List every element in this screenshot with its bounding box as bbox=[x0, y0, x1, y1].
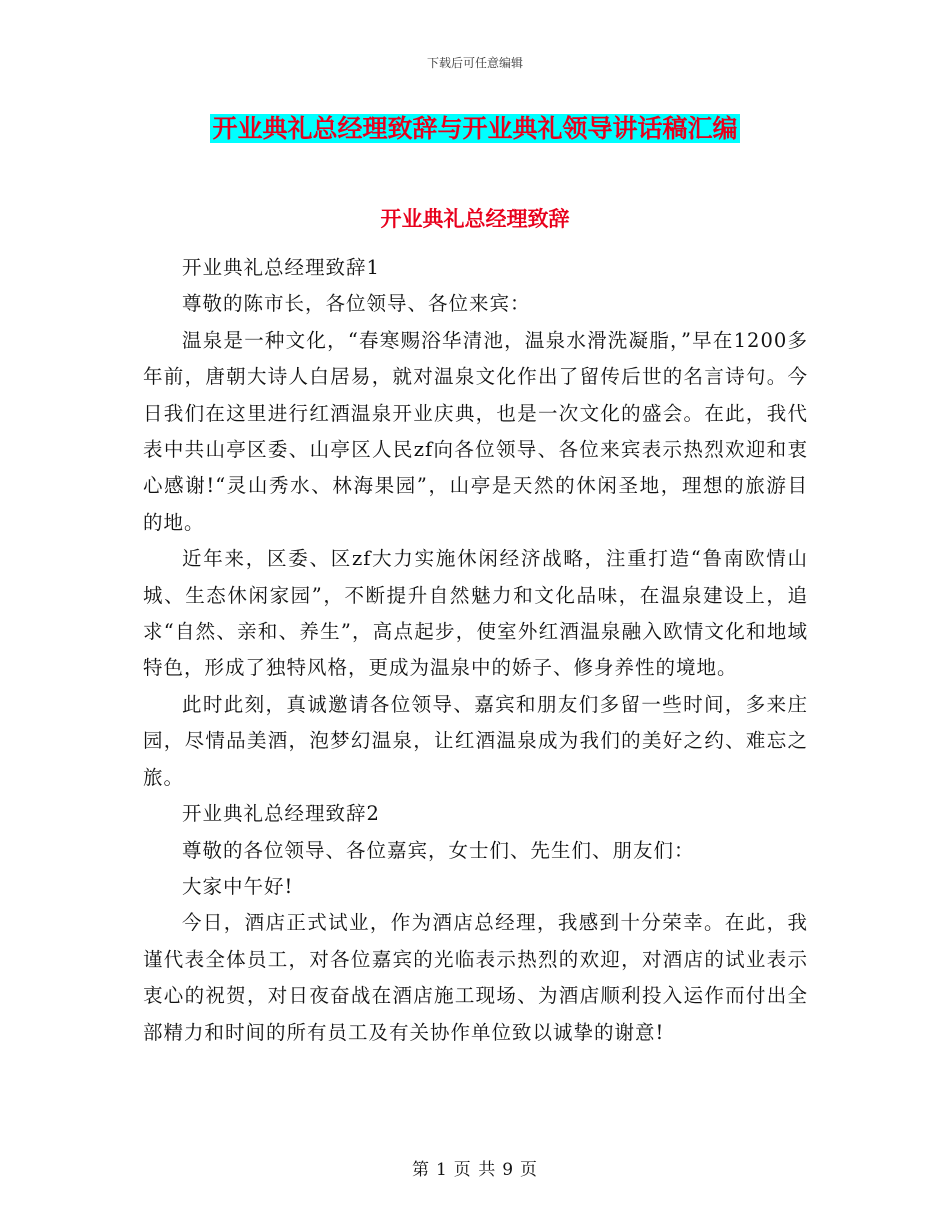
paragraph: 今日，酒店正式试业，作为酒店总经理，我感到十分荣幸。在此，我谨代表全体员工，对各位嘉宾的光临表示热烈的欢迎，对酒店的试业表示衷心的祝贺，对日夜奋战在酒店施工现场、为酒店顺利投入运作而付出全部精力和时间的所有员工及有关协作单位致以诚挚的谢意! bbox=[143, 911, 808, 1044]
page-footer bbox=[0, 1155, 950, 1180]
page-total: 9 bbox=[502, 1160, 515, 1180]
document-body bbox=[143, 250, 808, 1051]
page-number: 1 bbox=[435, 1160, 448, 1180]
paragraph-heading-2: 开业典礼总经理致辞2 bbox=[182, 802, 380, 826]
section-title: 开业典礼总经理致辞 bbox=[380, 207, 570, 231]
paragraph: 此时此刻，真诚邀请各位领导、嘉宾和朋友们多留一些时间，多来庄园，尽情品美酒，泡梦幻温泉，让红酒温泉成为我们的美好之约、难忘之旅。 bbox=[143, 692, 808, 789]
paragraph-salutation-2: 尊敬的各位领导、各位嘉宾，女士们、先生们、朋友们： bbox=[182, 838, 695, 862]
document-title bbox=[0, 113, 950, 145]
footer-prefix: 第 bbox=[411, 1160, 430, 1180]
paragraph: 温泉是一种文化，“春寒赐浴华清池，温泉水滑洗凝脂，”早在1200多年前，唐朝大诗人白居易，就对温泉文化作出了留传后世的名言诗句。今日我们在这里进行红酒温泉开业庆典，也是一次文化的盛会。在此，我代表中共山亭区委、山亭区人民zf向各位领导、各位来宾表示热烈欢迎和衷心感谢!“灵山秀水、林海果园”，山亭是天然的休闲圣地，理想的旅游目的地。 bbox=[143, 328, 808, 534]
paragraph: 近年来，区委、区zf大力实施休闲经济战略，注重打造“鲁南欧情山城、生态休闲家园”，不断提升自然魅力和文化品味，在温泉建设上，追求“自然、亲和、养生”，高点起步，使室外红酒温泉融入欧情文化和地域特色，形成了独特风格，更成为温泉中的娇子、修身养性的境地。 bbox=[143, 547, 808, 680]
paragraph-salutation-1: 尊敬的陈市长，各位领导、各位来宾： bbox=[182, 292, 531, 316]
footer-middle: 页 共 bbox=[453, 1160, 497, 1180]
header-note: 下载后可任意编辑 bbox=[426, 56, 523, 70]
document-title-text: 开业典礼总经理致辞与开业典礼领导讲话稿汇编 bbox=[212, 114, 738, 143]
paragraph-greeting: 大家中午好! bbox=[182, 874, 294, 898]
footer-suffix: 页 bbox=[520, 1160, 539, 1180]
paragraph-heading-1: 开业典礼总经理致辞1 bbox=[182, 256, 380, 279]
